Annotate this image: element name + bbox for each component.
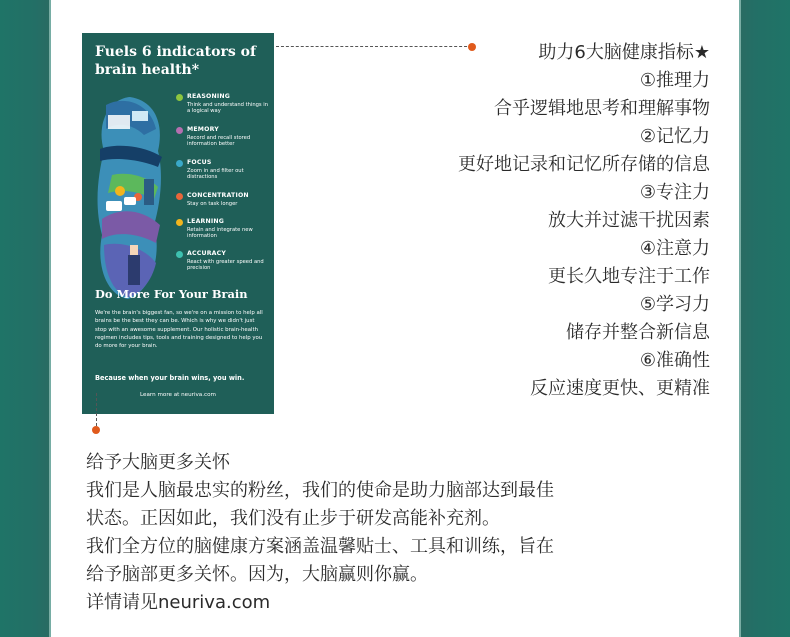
right-text-line: 更好地记录和记忆所存储的信息: [458, 154, 710, 175]
leader-line-vertical: [96, 393, 97, 426]
right-text-line: ③专注力: [639, 182, 710, 203]
left-border: [0, 0, 50, 637]
card-tagline: Because when your brain wins, you win.: [95, 374, 245, 382]
card-title: Fuels 6 indicators of brain health*: [95, 44, 256, 78]
indicator-dot: [176, 160, 183, 167]
indicator-desc: React with greater speed and precision: [187, 259, 264, 272]
bottom-text-line: 我们全方位的脑健康方案涵盖温馨贴士、工具和训练，旨在: [86, 536, 554, 557]
right-text-line: ②记忆力: [639, 126, 710, 147]
indicator-name: CONCENTRATION: [187, 192, 249, 199]
indicator-dot: [176, 94, 183, 101]
indicator-name: ACCURACY: [187, 250, 227, 257]
indicator-desc: Retain and integrate new information: [187, 227, 253, 240]
card-link[interactable]: Learn more at neuriva.com: [140, 392, 216, 398]
indicator-desc: Zoom in and filter out distractions: [187, 168, 244, 181]
indicator-name: MEMORY: [187, 126, 219, 133]
indicator-desc: Think and understand things in a logical way: [187, 102, 269, 115]
right-text-line: 更长久地专注于工作: [548, 266, 710, 287]
indicator-dot: [176, 127, 183, 134]
right-text-line: ⑤学习力: [639, 294, 710, 315]
bottom-text-line: 状态。正因如此，我们没有止步于研发高能补充剂。: [86, 508, 500, 529]
indicator-dot: [176, 251, 183, 258]
indicator-dot: [176, 219, 183, 226]
indicator-desc: Stay on task longer: [187, 201, 238, 207]
indicator-dot: [176, 193, 183, 200]
right-border: [740, 0, 790, 637]
brain-illustration: [94, 95, 166, 301]
bottom-text-line: 详情请见neuriva.com: [86, 592, 271, 613]
right-text-line: 放大并过滤干扰因素: [548, 210, 710, 231]
right-edge-line: [739, 0, 741, 637]
right-text-line: ①推理力: [639, 70, 710, 91]
indicator-name: REASONING: [187, 93, 231, 100]
card-heading: Do More For Your Brain: [95, 287, 248, 301]
bullet-dot-bottom: [92, 426, 100, 434]
bottom-text-line: 给予脑部更多关怀。因为，大脑赢则你赢。: [86, 564, 428, 585]
right-text-line: ④注意力: [639, 238, 710, 259]
right-text-line: 合乎逻辑地思考和理解事物: [494, 98, 710, 119]
indicator-name: FOCUS: [187, 159, 212, 166]
right-text-line: 助力6大脑健康指标★: [538, 42, 710, 63]
card-body-text: We're the brain's biggest fan, so we're on a mission to help all brains be the best they can be. Which is why we didn't just stop with an awesome supplement. Our holistic brain-health regimen includes tips, tools and training designed to help you do more for your brain.: [95, 310, 263, 350]
indicator-desc: Record and recall stored information better: [187, 135, 251, 148]
right-text-line: 储存并整合新信息: [566, 322, 710, 343]
right-text-line: 反应速度更快、更精准: [530, 378, 710, 399]
right-text-line: ⑥准确性: [639, 350, 710, 371]
bullet-dot-top: [468, 43, 476, 51]
bottom-text-line: 我们是人脑最忠实的粉丝，我们的使命是助力脑部达到最佳: [86, 480, 554, 501]
indicator-name: LEARNING: [187, 218, 225, 225]
bottom-text-line: 给予大脑更多关怀: [86, 452, 230, 473]
leader-line-horizontal: [276, 46, 472, 47]
product-info-card: [82, 33, 274, 414]
